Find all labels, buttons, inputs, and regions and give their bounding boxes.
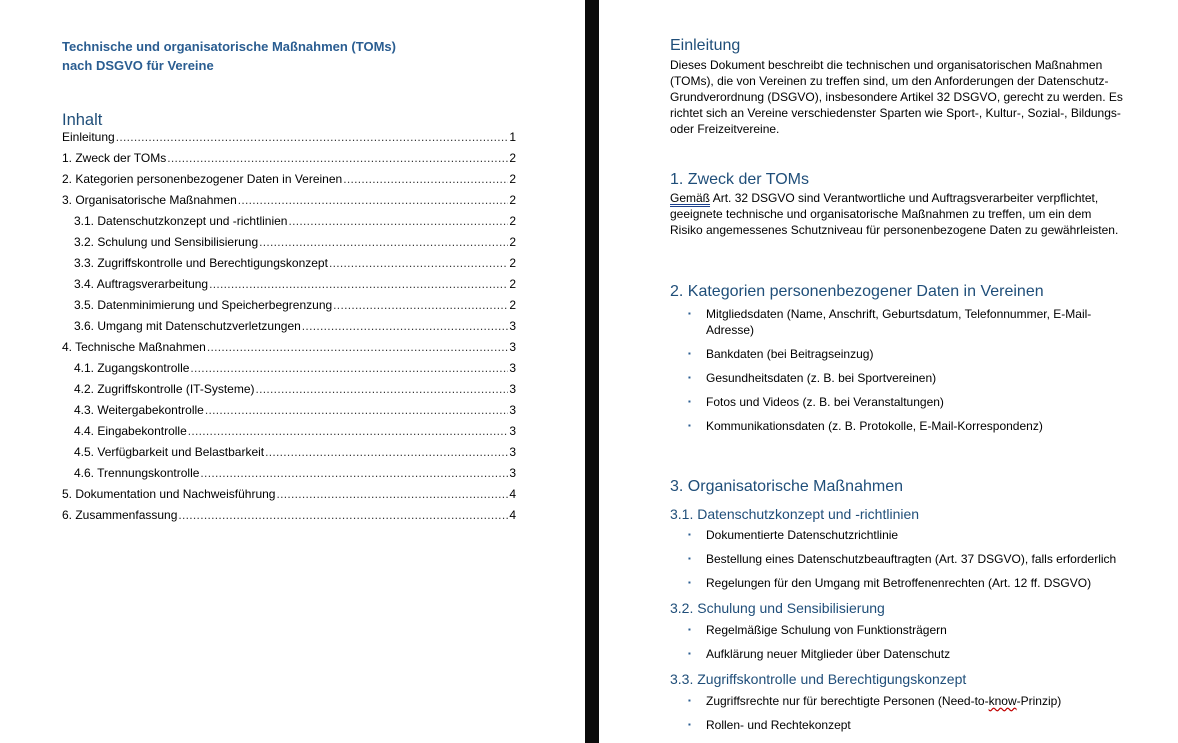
- list-item: [670, 306, 1126, 338]
- table-of-contents: [62, 127, 516, 526]
- list-item: [670, 394, 1126, 410]
- document-title-line2: nach DSGVO für Vereine: [62, 58, 214, 73]
- bullet-icon: ▪: [688, 554, 691, 563]
- list-item-text: Regelungen für den Umgang mit Betroffenenrechten (Art. 12 ff. DSGVO): [706, 576, 1092, 590]
- purpose-text-rest: Art. 32 DSGVO sind Verantwortliche und Auftragsverarbeiter verpflichtet, geeignete technische und organisatorische Maßnahmen zu treffen, um ein dem Risiko angemessenes Schutzniveau für personenbezogene Daten zu gewährleisten.: [670, 191, 1119, 237]
- toc-entry[interactable]: [62, 232, 516, 253]
- list-item-text: Regelmäßige Schulung von Funktionsträgern: [706, 623, 947, 637]
- toc-entry-page: 2: [509, 256, 516, 270]
- heading-purpose: 1. Zweck der TOMs: [670, 171, 809, 188]
- toc-dot-leader: [302, 316, 509, 337]
- toc-entry-page: 2: [509, 277, 516, 291]
- toc-entry[interactable]: [62, 148, 516, 169]
- toc-dot-leader: [238, 190, 509, 211]
- toc-dot-leader: [188, 421, 509, 442]
- toc-entry-page: 3: [509, 445, 516, 459]
- toc-entry[interactable]: [62, 358, 516, 379]
- list-item-text: Dokumentierte Datenschutzrichtlinie: [706, 528, 899, 542]
- list-3-3: [670, 693, 1126, 741]
- toc-dot-leader: [259, 232, 508, 253]
- purpose-text: [670, 190, 1126, 238]
- heading-3-2: 3.2. Schulung und Sensibilisierung: [670, 600, 885, 616]
- toc-entry-page: 3: [509, 466, 516, 480]
- list-item: ▪ Rollen- und Rechtekonzept: [688, 718, 851, 732]
- toc-dot-leader: [167, 148, 508, 169]
- toc-entry-page: 3: [509, 361, 516, 375]
- toc-dot-leader: [209, 274, 508, 295]
- toc-entry-label: 4. Technische Maßnahmen: [62, 340, 206, 354]
- toc-entry[interactable]: [62, 169, 516, 190]
- toc-entry-label: 4.6. Trennungskontrolle: [74, 466, 200, 480]
- heading-data-categories: 2. Kategorien personenbezogener Daten in Vereinen: [670, 283, 1044, 300]
- toc-entry-page: 2: [509, 298, 516, 312]
- toc-entry-page: 3: [509, 424, 516, 438]
- toc-dot-leader: [333, 295, 508, 316]
- bullet-icon: ▪: [688, 696, 691, 705]
- toc-dot-leader: [329, 253, 508, 274]
- toc-dot-leader: [116, 127, 509, 148]
- data-categories-list: [670, 306, 1126, 442]
- bullet-icon: ▪: [688, 309, 691, 318]
- toc-entry-label: 4.3. Weitergabekontrolle: [74, 403, 204, 417]
- toc-entry[interactable]: [62, 190, 516, 211]
- list-item: [670, 575, 1126, 591]
- bullet-icon: ▪: [688, 649, 691, 658]
- bullet-icon: ▪: [688, 530, 691, 539]
- heading-introduction: Einleitung: [670, 37, 741, 54]
- list-3-2: [670, 622, 1126, 670]
- document-title-line1: Technische und organisatorische Maßnahmen (TOMs): [62, 39, 396, 54]
- list-item-text: Aufklärung neuer Mitglieder über Datenschutz: [706, 647, 951, 661]
- toc-entry[interactable]: [62, 442, 516, 463]
- toc-entry[interactable]: [62, 421, 516, 442]
- heading-3-1: 3.1. Datenschutzkonzept und -richtlinien: [670, 506, 920, 522]
- toc-dot-leader: [343, 169, 508, 190]
- list-item-text: Gesundheitsdaten (z. B. bei Sportvereinen): [706, 371, 937, 385]
- toc-heading: Inhalt: [62, 111, 103, 129]
- toc-entry[interactable]: [62, 127, 516, 148]
- bullet-icon: ▪: [688, 720, 691, 729]
- toc-entry-page: 2: [509, 214, 516, 228]
- toc-entry-label: 3.3. Zugriffskontrolle und Berechtigungskonzept: [74, 256, 328, 270]
- toc-entry-page: 1: [509, 130, 516, 144]
- toc-entry-page: 3: [509, 319, 516, 333]
- list-item-text: Bestellung eines Datenschutzbeauftragten (Art. 37 DSGVO), falls erforderlich: [706, 552, 1117, 566]
- toc-entry-label: 3.2. Schulung und Sensibilisierung: [74, 235, 259, 249]
- toc-entry-label: 3.5. Datenminimierung und Speicherbegrenzung: [74, 298, 333, 312]
- toc-dot-leader: [276, 484, 508, 505]
- toc-entry-label: 4.2. Zugriffskontrolle (IT-Systeme): [74, 382, 255, 396]
- bullet-icon: ▪: [688, 625, 691, 634]
- toc-entry[interactable]: [62, 400, 516, 421]
- heading-organisational-measures: 3. Organisatorische Maßnahmen: [670, 478, 903, 495]
- toc-entry-page: 2: [509, 235, 516, 249]
- toc-dot-leader: [288, 211, 508, 232]
- bullet-icon: ▪: [688, 373, 691, 382]
- toc-dot-leader: [200, 463, 508, 484]
- list-item: [670, 527, 1126, 543]
- list-item-text: Bankdaten (bei Beitragseinzug): [706, 347, 874, 361]
- toc-dot-leader: [256, 379, 509, 400]
- grammar-flagged-word[interactable]: Gemäß: [670, 191, 711, 205]
- toc-entry-label: 2. Kategorien personenbezogener Daten in Vereinen: [62, 172, 343, 186]
- bullet-icon: ▪: [688, 349, 691, 358]
- toc-entry-label: 4.4. Eingabekontrolle: [74, 424, 187, 438]
- list-item-text: Fotos und Videos (z. B. bei Veranstaltungen): [706, 395, 944, 409]
- list-item-text: Mitgliedsdaten (Name, Anschrift, Geburtsdatum, Telefonnummer, E-Mail-Adresse): [706, 307, 1092, 337]
- toc-entry-label: 3.6. Umgang mit Datenschutzverletzungen: [74, 319, 301, 333]
- toc-entry-label: 6. Zusammenfassung: [62, 508, 178, 522]
- list-item: [670, 370, 1126, 386]
- page-divider: [585, 0, 599, 743]
- toc-entry-label: 5. Dokumentation und Nachweisführung: [62, 487, 276, 501]
- document-title: [62, 37, 522, 75]
- toc-entry[interactable]: [62, 505, 516, 526]
- toc-entry-label: 3.1. Datenschutzkonzept und -richtlinien: [74, 214, 288, 228]
- toc-entry-label: 4.5. Verfügbarkeit und Belastbarkeit: [74, 445, 265, 459]
- list-item-text: Kommunikationsdaten (z. B. Protokolle, E-Mail-Korrespondenz): [706, 419, 1043, 433]
- list-item: [670, 622, 1126, 638]
- toc-entry-page: 3: [509, 403, 516, 417]
- toc-entry-label: 3.4. Auftragsverarbeitung: [74, 277, 209, 291]
- list-item: [670, 646, 1126, 662]
- list-item: ▪ Zugriffsrechte nur für berechtigte Personen (Need-to-know-Prinzip): [688, 694, 1062, 708]
- toc-entry[interactable]: [62, 274, 516, 295]
- list-item: [670, 551, 1126, 567]
- toc-dot-leader: [207, 337, 508, 358]
- toc-entry[interactable]: [62, 379, 516, 400]
- toc-entry-page: 4: [509, 487, 516, 501]
- toc-entry-label: 4.1. Zugangskontrolle: [74, 361, 190, 375]
- toc-dot-leader: [265, 442, 508, 463]
- toc-entry-page: 4: [509, 508, 516, 522]
- toc-dot-leader: [205, 400, 508, 421]
- spelling-flagged-word[interactable]: know: [988, 694, 1017, 708]
- toc-entry-page: 2: [509, 172, 516, 186]
- list-item: [670, 418, 1126, 434]
- introduction-text: Dieses Dokument beschreibt die technischen und organisatorischen Maßnahmen (TOMs), die von Vereinen zu treffen sind, um den Anforderungen der Datenschutz-Grundverordnung (DSGVO), insbesondere Artikel 32 DSGVO, gerecht zu werden. Es richtet sich an Vereine verschiedenster Sparten wie Sport-, Kultur-, Sozial-, Bildungs- oder Freizeitvereine.: [670, 58, 1123, 136]
- toc-entry-label: 3. Organisatorische Maßnahmen: [62, 193, 237, 207]
- bullet-icon: ▪: [688, 397, 691, 406]
- toc-entry-label: Einleitung: [62, 130, 115, 144]
- toc-dot-leader: [190, 358, 508, 379]
- bullet-icon: ▪: [688, 578, 691, 587]
- toc-entry[interactable]: [62, 211, 516, 232]
- toc-entry-page: 3: [509, 382, 516, 396]
- heading-3-3: 3.3. Zugriffskontrolle und Berechtigungskonzept: [670, 671, 967, 687]
- toc-entry[interactable]: [62, 463, 516, 484]
- toc-entry-page: 3: [509, 340, 516, 354]
- toc-entry[interactable]: [62, 316, 516, 337]
- toc-entry[interactable]: [62, 295, 516, 316]
- toc-entry[interactable]: [62, 484, 516, 505]
- toc-entry-page: 2: [509, 193, 516, 207]
- toc-dot-leader: [178, 505, 508, 526]
- toc-entry-label: 1. Zweck der TOMs: [62, 151, 167, 165]
- toc-entry-page: 2: [509, 151, 516, 165]
- toc-entry[interactable]: [62, 337, 516, 358]
- toc-entry[interactable]: [62, 253, 516, 274]
- list-3-1: [670, 527, 1126, 599]
- list-item: [670, 346, 1126, 362]
- bullet-icon: ▪: [688, 421, 691, 430]
